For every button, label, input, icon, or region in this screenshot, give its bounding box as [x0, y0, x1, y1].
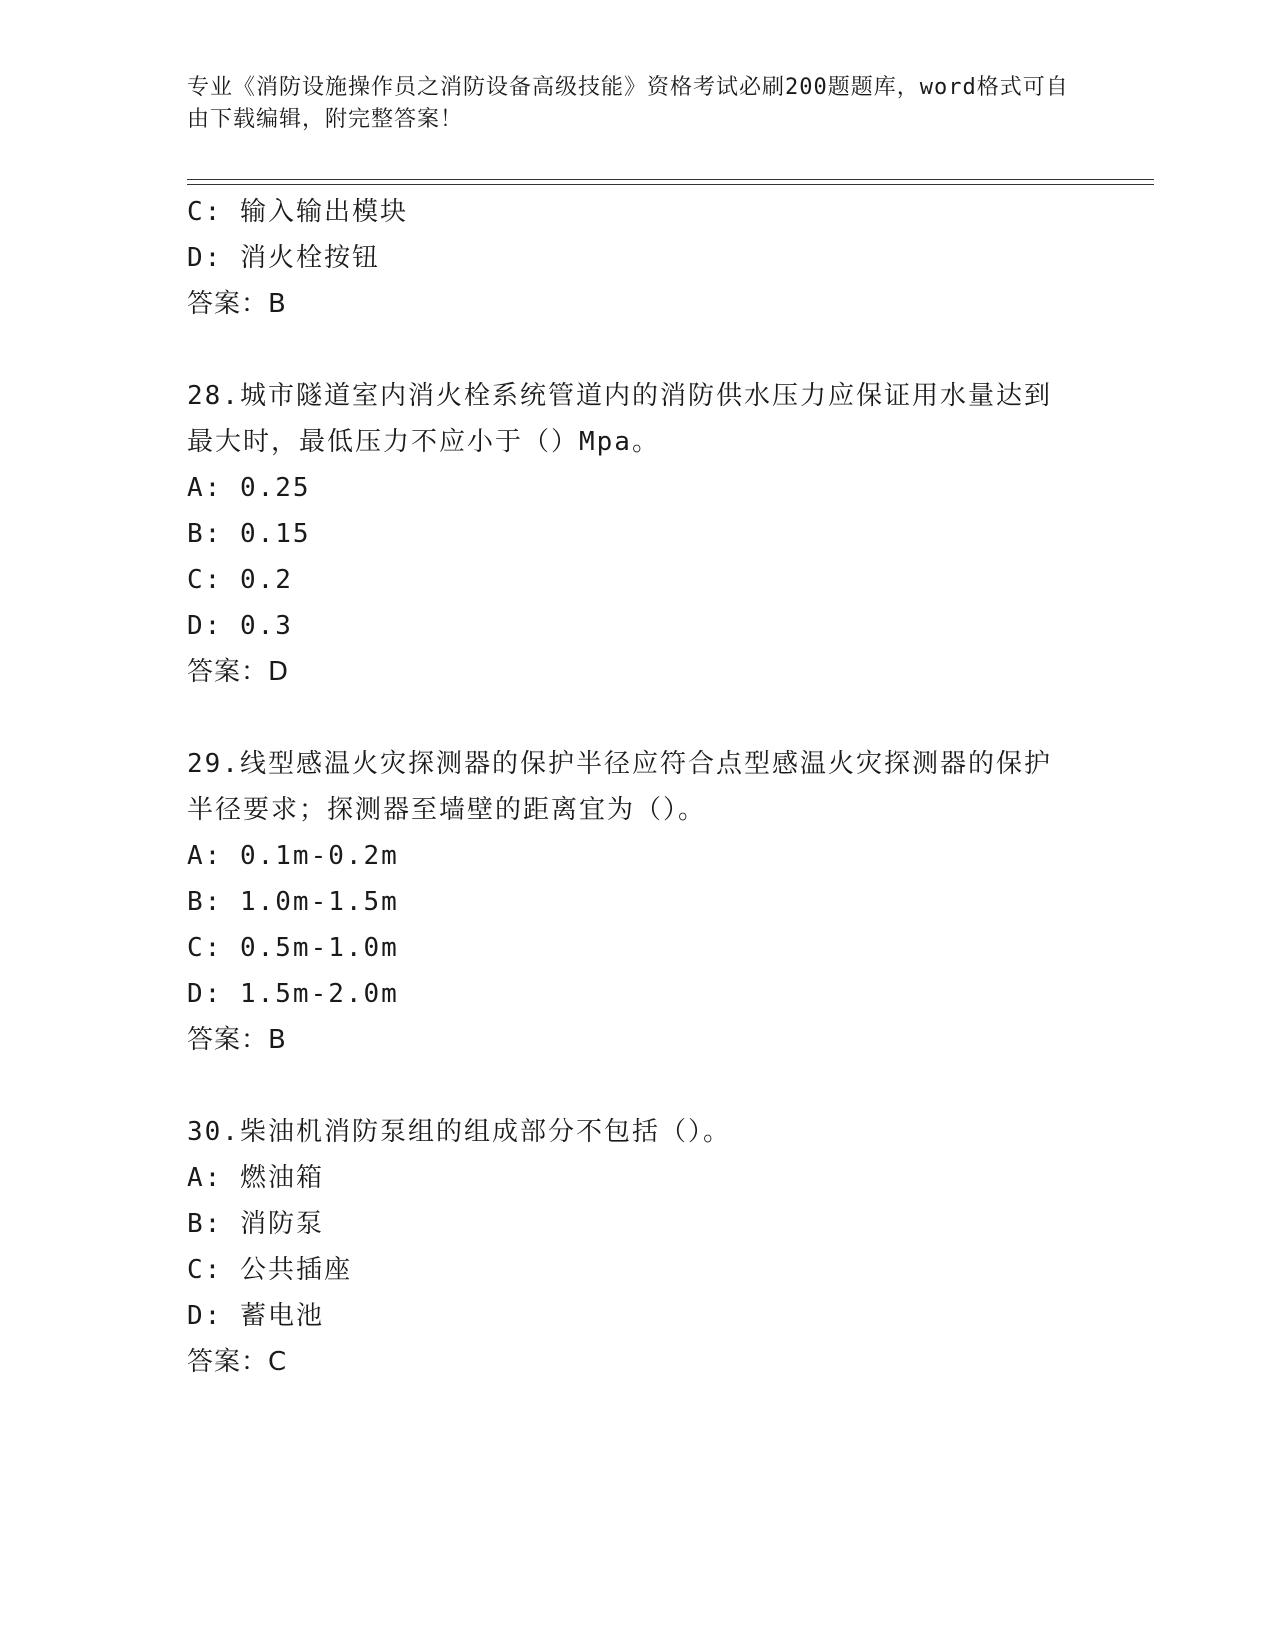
option-a: A: 燃油箱: [187, 1163, 324, 1193]
question-28: [187, 373, 1087, 695]
option-a: A: 0.25: [187, 473, 311, 503]
question-30: [187, 1109, 1087, 1385]
option-a: A: 0.1m-0.2m: [187, 841, 399, 871]
option-d: D: 1.5m-2.0m: [187, 979, 399, 1009]
question-text-continued: 半径要求；探测器至墙壁的距离宜为（）。: [187, 795, 707, 825]
question-text-continued: 最大时，最低压力不应小于（）Mpa。: [187, 427, 660, 457]
option-c: C: 公共插座: [187, 1255, 352, 1285]
option-c: C: 0.2: [187, 565, 293, 595]
option-d: D: 蓄电池: [187, 1301, 324, 1331]
option-d: D: 0.3: [187, 611, 293, 641]
answer: 答案：B: [187, 289, 287, 319]
option-b: B: 1.0m-1.5m: [187, 887, 399, 917]
header-divider-top: [187, 179, 1154, 180]
option-c: C: 0.5m-1.0m: [187, 933, 399, 963]
document-header: 专业《消防设施操作员之消防设备高级技能》资格考试必刷200题题库，word格式可自由下载编辑，附完整答案！: [187, 75, 1069, 132]
option-d: D: 消火栓按钮: [187, 243, 380, 273]
option-c: C: 输入输出模块: [187, 197, 408, 227]
option-b: B: 0.15: [187, 519, 311, 549]
question-list: [187, 189, 1087, 1385]
question-text: 29.线型感温火灾探测器的保护半径应符合点型感温火灾探测器的保护: [187, 749, 1052, 779]
header-divider-bottom: [187, 184, 1154, 185]
answer: 答案：C: [187, 1347, 288, 1377]
question-text: 30.柴油机消防泵组的组成部分不包括（）。: [187, 1117, 731, 1147]
previous-question-tail: [187, 189, 1087, 327]
question-29: [187, 741, 1087, 1063]
option-b: B: 消防泵: [187, 1209, 324, 1239]
answer: 答案：D: [187, 657, 290, 687]
answer: 答案：B: [187, 1025, 287, 1055]
question-text: 28.城市隧道室内消火栓系统管道内的消防供水压力应保证用水量达到: [187, 381, 1052, 411]
